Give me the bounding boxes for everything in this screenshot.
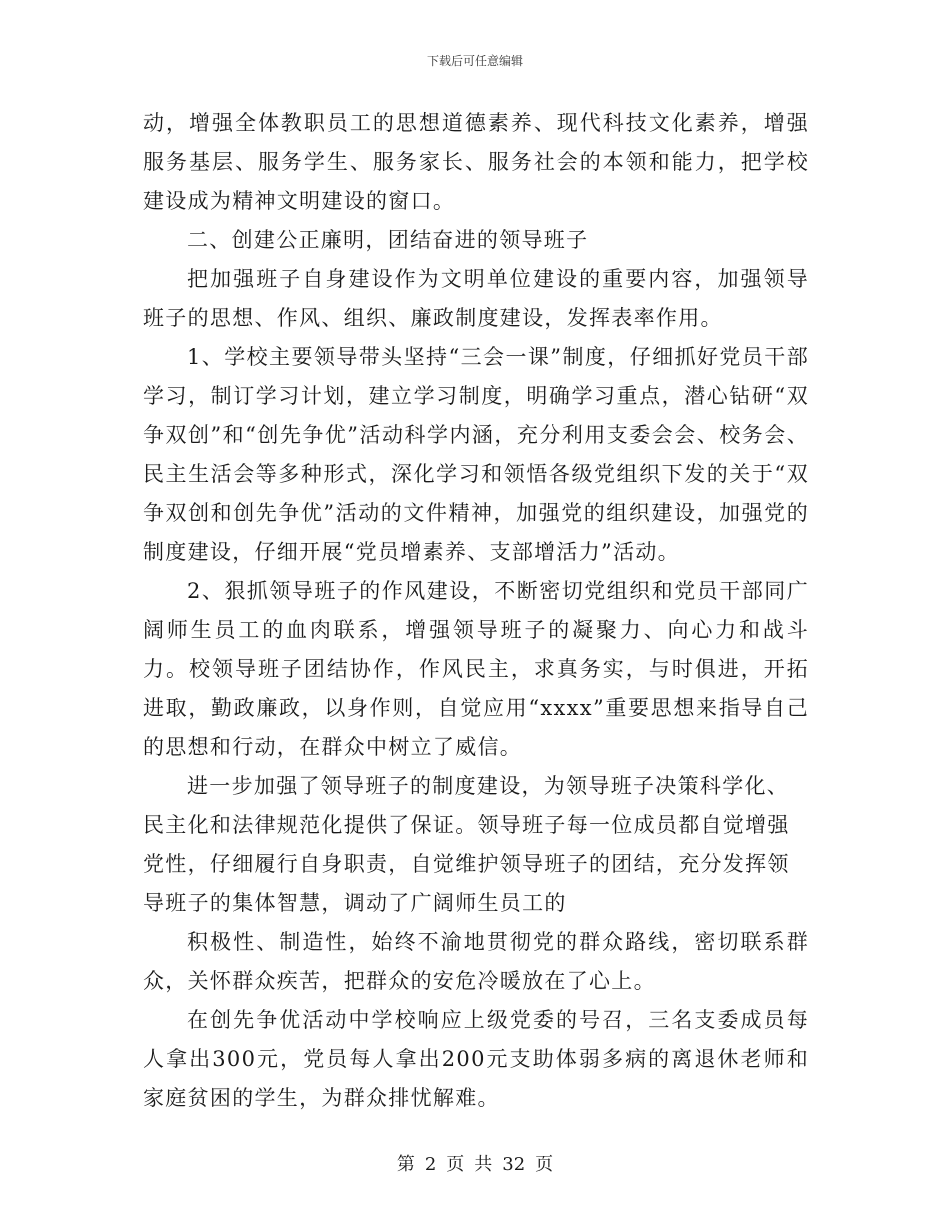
footer-page-word: 页 xyxy=(446,1154,465,1175)
document-body xyxy=(143,104,809,1118)
total-pages-number: 32 xyxy=(502,1154,526,1175)
paragraph-item-2: 2、狠抓领导班子的作风建设，不断密切党组织和党员干部同广阔师生员工的血肉联系，增强领导班子的凝聚力、向心力和战斗力。校领导班子团结协作，作风民主，求真务实，与时俱进，开拓进取，勤政廉政，以身作则，自觉应用“xxxx”重要思想来指导自己的思想和行动，在群众中树立了威信。 xyxy=(143,579,809,759)
paragraph: 把加强班子自身建设作为文明单位建设的重要内容，加强领导班子的思想、作风、组织、廉政制度建设，发挥表率作用。 xyxy=(143,267,809,330)
paragraph-continuation: 动，增强全体教职员工的思想道德素养、现代科技文化素养，增强服务基层、服务学生、服务家长、服务社会的本领和能力，把学校建设成为精神文明建设的窗口。 xyxy=(143,111,809,213)
page-footer xyxy=(0,1154,950,1176)
header-note: 下载后可任意编辑 xyxy=(426,54,523,68)
paragraph: 积极性、制造性，始终不渝地贯彻党的群众路线，密切联系群众，关怀群众疾苦，把群众的安危冷暖放在了心上。 xyxy=(143,930,809,993)
current-page-number: 2 xyxy=(424,1154,437,1175)
section-heading: 二、创建公正廉明，团结奋进的领导班子 xyxy=(187,228,589,252)
paragraph: 在创先争优活动中学校响应上级党委的号召，三名支委成员每人拿出300元，党员每人拿出200元支助体弱多病的离退休老师和家庭贫困的学生，为群众排忧解难。 xyxy=(143,1008,809,1110)
paragraph: 进一步加强了领导班子的制度建设，为领导班子决策科学化、民主化和法律规范化提供了保证。领导班子每一位成员都自觉增强党性，仔细履行自身职责，自觉维护领导班子的团结，充分发挥领导班子的集体智慧，调动了广阔师生员工的 xyxy=(143,774,790,915)
footer-total-word: 共 xyxy=(474,1154,493,1175)
paragraph-item-1: 1、学校主要领导带头坚持“三会一课”制度，仔细抓好党员干部学习，制订学习计划，建立学习制度，明确学习重点，潜心钻研“双争双创”和“创先争优”活动科学内涵，充分利用支委会会、校务会、民主生活会等多种形式，深化学习和领悟各级党组织下发的关于“双争双创和创先争优”活动的文件精神，加强党的组织建设，加强党的制度建设，仔细开展“党员增素养、支部增活力”活动。 xyxy=(143,345,809,564)
footer-suffix: 页 xyxy=(535,1154,554,1175)
footer-prefix: 第 xyxy=(396,1154,415,1175)
